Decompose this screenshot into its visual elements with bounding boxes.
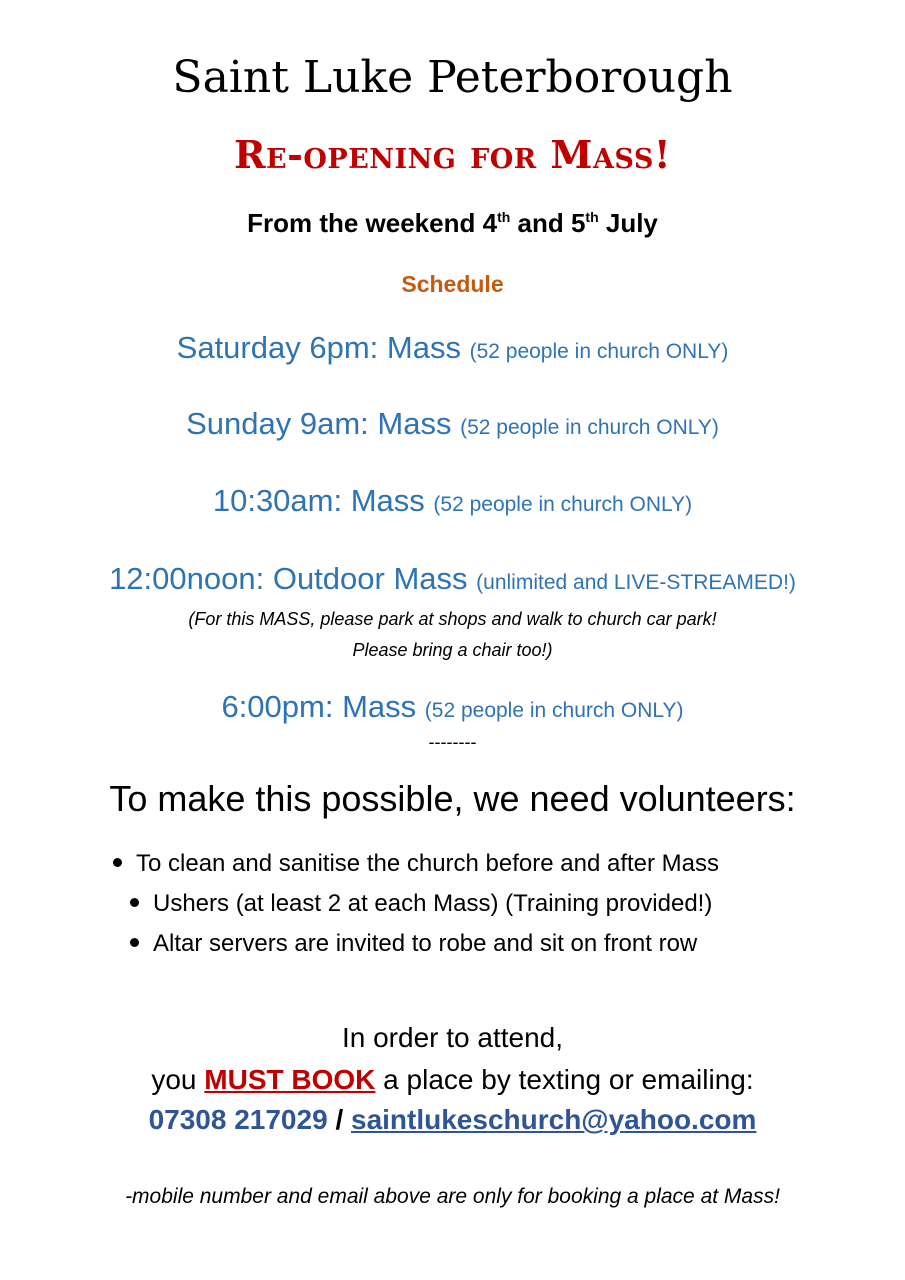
- schedule-item-1030am: [0, 483, 905, 519]
- schedule-time: Sunday 9am: Mass: [186, 406, 452, 441]
- list-item: [130, 930, 697, 958]
- outdoor-note-line-2: Please bring a chair too!): [352, 640, 553, 660]
- schedule-item-saturday-6pm: [0, 330, 905, 366]
- list-item: [113, 850, 719, 878]
- footer-note: -mobile number and email above are only for booking a place at Mass!: [125, 1185, 780, 1208]
- weekend-middle: and 5: [510, 208, 586, 238]
- schedule-time: Saturday 6pm: Mass: [176, 330, 461, 365]
- schedule-heading: Schedule: [401, 271, 504, 297]
- contact-separator: /: [335, 1104, 344, 1135]
- bullet-icon: [113, 858, 122, 867]
- schedule-note: (52 people in church ONLY): [469, 340, 729, 363]
- booking-contact: [0, 1104, 905, 1136]
- schedule-note: (52 people in church ONLY): [460, 416, 719, 439]
- bullet-icon: [130, 898, 139, 907]
- list-item-text: Altar servers are invited to robe and sit on front row: [153, 930, 698, 957]
- booking-suffix: a place by texting or emailing:: [375, 1064, 754, 1095]
- weekend-prefix: From the weekend 4: [247, 208, 498, 238]
- schedule-item-sunday-9am: [0, 406, 905, 442]
- schedule-note: (52 people in church ONLY): [424, 699, 684, 722]
- schedule-note: (unlimited and LIVE-STREAMED!): [476, 571, 796, 594]
- weekend-date-line: [0, 208, 905, 239]
- volunteers-heading: To make this possible, we need volunteers:: [109, 778, 796, 819]
- list-item: [130, 890, 712, 918]
- schedule-item-noon-outdoor: [0, 561, 905, 597]
- page-title: Saint Luke Peterborough: [172, 52, 733, 103]
- booking-intro: In order to attend,: [341, 1022, 564, 1053]
- reopening-headline: Re-opening for Mass!: [233, 132, 672, 177]
- divider: --------: [428, 732, 477, 752]
- schedule-item-6pm: [0, 689, 905, 725]
- must-book-emphasis: MUST BOOK: [204, 1064, 376, 1095]
- booking-prefix: you: [151, 1064, 205, 1095]
- bullet-icon: [130, 938, 139, 947]
- booking-instruction: [0, 1064, 905, 1096]
- schedule-time: 6:00pm: Mass: [221, 689, 417, 724]
- schedule-time: 10:30am: Mass: [212, 483, 425, 518]
- list-item-text: To clean and sanitise the church before and after Mass: [136, 850, 720, 877]
- list-item-text: Ushers (at least 2 at each Mass) (Training provided!): [153, 890, 713, 917]
- outdoor-note-line-1: (For this MASS, please park at shops and walk to church car park!: [188, 609, 717, 629]
- weekend-sup-2: th: [585, 209, 599, 225]
- schedule-note: (52 people in church ONLY): [433, 493, 693, 516]
- phone-number: 07308 217029: [148, 1104, 328, 1135]
- weekend-sup-1: th: [497, 209, 511, 225]
- schedule-time: 12:00noon: Outdoor Mass: [109, 561, 468, 596]
- weekend-suffix: July: [598, 208, 658, 238]
- email-link[interactable]: saintlukeschurch@yahoo.com: [351, 1104, 757, 1135]
